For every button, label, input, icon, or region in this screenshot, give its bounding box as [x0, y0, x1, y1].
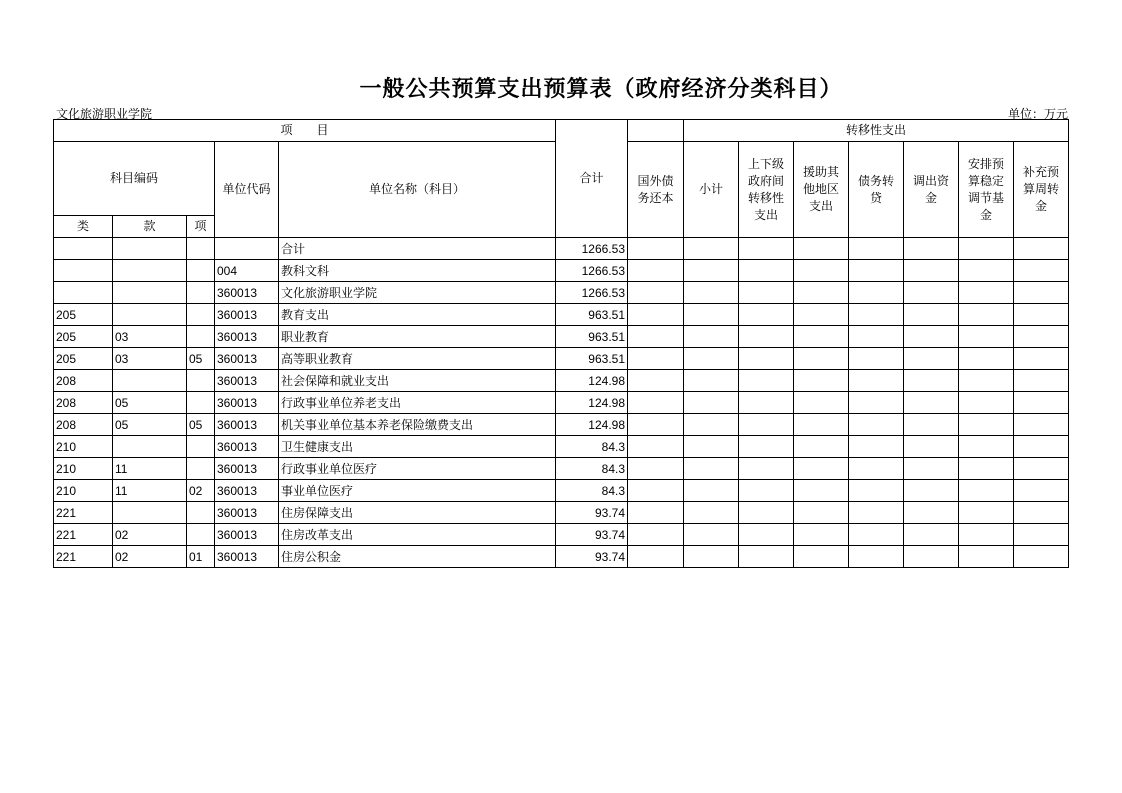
cell-empty [628, 458, 684, 480]
cell-unit-name: 住房改革支出 [279, 524, 556, 546]
cell-unit-code: 360013 [215, 282, 279, 304]
cell-empty [1014, 392, 1069, 414]
cell-empty [684, 414, 739, 436]
header-supplement: 补充预算周转金 [1014, 142, 1069, 238]
table-row [54, 370, 1069, 392]
cell-empty [959, 458, 1014, 480]
cell-unit-name: 职业教育 [279, 326, 556, 348]
cell-unit-name: 行政事业单位养老支出 [279, 392, 556, 414]
cell-empty [739, 546, 794, 568]
header-xiang: 项 [187, 216, 215, 238]
cell-total: 124.98 [556, 414, 628, 436]
cell-empty [794, 414, 849, 436]
cell-empty [739, 458, 794, 480]
cell-empty [959, 414, 1014, 436]
cell-empty [959, 304, 1014, 326]
cell-empty [628, 282, 684, 304]
cell-empty [959, 370, 1014, 392]
cell-empty [849, 524, 904, 546]
cell-empty [739, 260, 794, 282]
header-item: 项 目 [54, 120, 556, 142]
table-row [54, 414, 1069, 436]
cell-unit-code: 360013 [215, 370, 279, 392]
cell-empty [628, 304, 684, 326]
header-intergov: 上下级政府间转移性支出 [739, 142, 794, 238]
cell-empty [794, 304, 849, 326]
cell-empty [849, 326, 904, 348]
table-row [54, 260, 1069, 282]
cell-total: 963.51 [556, 348, 628, 370]
cell-empty [849, 502, 904, 524]
cell-empty [959, 524, 1014, 546]
cell-empty [794, 348, 849, 370]
cell-xiang: 02 [187, 480, 215, 502]
table-row [54, 326, 1069, 348]
cell-unit-name: 教科文科 [279, 260, 556, 282]
cell-unit-name: 机关事业单位基本养老保险缴费支出 [279, 414, 556, 436]
cell-empty [739, 348, 794, 370]
cell-unit-name: 教育支出 [279, 304, 556, 326]
cell-unit-name: 合计 [279, 238, 556, 260]
cell-empty [628, 546, 684, 568]
cell-empty [794, 480, 849, 502]
cell-empty [904, 238, 959, 260]
table-row [54, 502, 1069, 524]
table-row [54, 348, 1069, 370]
cell-total: 963.51 [556, 326, 628, 348]
header-foreign-debt: 国外债务还本 [628, 142, 684, 238]
cell-empty [684, 546, 739, 568]
cell-unit-code: 360013 [215, 436, 279, 458]
cell-empty [684, 238, 739, 260]
cell-lei [54, 260, 113, 282]
org-name: 文化旅游职业学院 [56, 107, 153, 121]
cell-xiang [187, 304, 215, 326]
cell-lei [54, 238, 113, 260]
cell-lei: 205 [54, 348, 113, 370]
cell-unit-code: 360013 [215, 392, 279, 414]
cell-unit-code: 360013 [215, 480, 279, 502]
cell-empty [684, 524, 739, 546]
budget-table [53, 119, 1069, 568]
cell-empty [628, 348, 684, 370]
table-row [54, 392, 1069, 414]
cell-lei: 205 [54, 304, 113, 326]
header-empty [628, 120, 684, 142]
cell-empty [628, 326, 684, 348]
header-unit-code: 单位代码 [215, 142, 279, 238]
cell-total: 124.98 [556, 370, 628, 392]
cell-empty [628, 502, 684, 524]
cell-empty [684, 480, 739, 502]
cell-empty [1014, 326, 1069, 348]
cell-empty [1014, 480, 1069, 502]
cell-empty [1014, 282, 1069, 304]
cell-empty [1014, 458, 1069, 480]
cell-lei: 210 [54, 480, 113, 502]
cell-empty [904, 458, 959, 480]
cell-lei: 208 [54, 370, 113, 392]
cell-empty [684, 348, 739, 370]
cell-empty [739, 436, 794, 458]
cell-empty [739, 304, 794, 326]
cell-kuan [113, 436, 187, 458]
cell-empty [794, 436, 849, 458]
cell-kuan: 02 [113, 546, 187, 568]
cell-empty [794, 546, 849, 568]
cell-empty [628, 370, 684, 392]
table-row [54, 458, 1069, 480]
cell-total: 1266.53 [556, 260, 628, 282]
header-aid: 援助其他地区支出 [794, 142, 849, 238]
cell-kuan [113, 282, 187, 304]
table-row [54, 238, 1069, 260]
cell-total: 1266.53 [556, 282, 628, 304]
cell-empty [849, 458, 904, 480]
cell-unit-code: 360013 [215, 348, 279, 370]
table-row [54, 304, 1069, 326]
cell-xiang: 05 [187, 348, 215, 370]
cell-lei: 208 [54, 414, 113, 436]
cell-empty [739, 370, 794, 392]
cell-lei: 221 [54, 546, 113, 568]
cell-empty [739, 502, 794, 524]
cell-empty [849, 238, 904, 260]
cell-empty [739, 238, 794, 260]
cell-empty [628, 260, 684, 282]
cell-unit-name: 文化旅游职业学院 [279, 282, 556, 304]
cell-empty [794, 458, 849, 480]
cell-empty [1014, 348, 1069, 370]
cell-kuan: 11 [113, 458, 187, 480]
cell-empty [794, 502, 849, 524]
header-subtotal: 小计 [684, 142, 739, 238]
cell-empty [684, 436, 739, 458]
cell-unit-code: 360013 [215, 546, 279, 568]
cell-lei: 210 [54, 436, 113, 458]
header-loan: 债务转贷 [849, 142, 904, 238]
cell-kuan: 11 [113, 480, 187, 502]
cell-xiang [187, 282, 215, 304]
cell-kuan: 05 [113, 392, 187, 414]
cell-empty [739, 480, 794, 502]
cell-empty [684, 326, 739, 348]
cell-empty [849, 348, 904, 370]
cell-empty [849, 392, 904, 414]
cell-kuan [113, 370, 187, 392]
cell-empty [904, 326, 959, 348]
cell-kuan: 03 [113, 348, 187, 370]
cell-empty [628, 436, 684, 458]
table-row [54, 524, 1069, 546]
cell-empty [904, 546, 959, 568]
cell-empty [904, 414, 959, 436]
header-unit-name: 单位名称（科目） [279, 142, 556, 238]
cell-empty [904, 436, 959, 458]
cell-kuan [113, 260, 187, 282]
cell-empty [794, 524, 849, 546]
cell-kuan: 03 [113, 326, 187, 348]
cell-empty [684, 502, 739, 524]
cell-empty [1014, 238, 1069, 260]
cell-empty [628, 480, 684, 502]
header-fund-transfer: 调出资金 [904, 142, 959, 238]
cell-empty [1014, 524, 1069, 546]
cell-empty [959, 502, 1014, 524]
cell-xiang [187, 392, 215, 414]
cell-empty [904, 260, 959, 282]
cell-empty [739, 282, 794, 304]
cell-empty [684, 260, 739, 282]
cell-unit-name: 高等职业教育 [279, 348, 556, 370]
cell-unit-code [215, 238, 279, 260]
cell-empty [684, 282, 739, 304]
cell-empty [849, 304, 904, 326]
cell-empty [904, 480, 959, 502]
cell-empty [684, 392, 739, 414]
cell-empty [1014, 502, 1069, 524]
cell-empty [739, 326, 794, 348]
cell-empty [959, 392, 1014, 414]
cell-xiang: 05 [187, 414, 215, 436]
cell-unit-code: 004 [215, 260, 279, 282]
header-kuan: 款 [113, 216, 187, 238]
cell-total: 124.98 [556, 392, 628, 414]
cell-unit-name: 住房公积金 [279, 546, 556, 568]
cell-unit-code: 360013 [215, 458, 279, 480]
cell-empty [904, 348, 959, 370]
cell-unit-name: 事业单位医疗 [279, 480, 556, 502]
cell-total: 93.74 [556, 546, 628, 568]
cell-empty [904, 392, 959, 414]
cell-empty [628, 524, 684, 546]
cell-empty [959, 348, 1014, 370]
cell-empty [684, 370, 739, 392]
cell-empty [959, 480, 1014, 502]
header-total: 合计 [556, 120, 628, 238]
table-row [54, 282, 1069, 304]
cell-unit-name: 行政事业单位医疗 [279, 458, 556, 480]
cell-empty [849, 414, 904, 436]
cell-empty [904, 370, 959, 392]
cell-empty [1014, 414, 1069, 436]
cell-total: 1266.53 [556, 238, 628, 260]
cell-empty [959, 260, 1014, 282]
cell-empty [794, 238, 849, 260]
cell-total: 84.3 [556, 458, 628, 480]
cell-xiang [187, 502, 215, 524]
cell-empty [849, 260, 904, 282]
cell-total: 93.74 [556, 502, 628, 524]
cell-empty [739, 392, 794, 414]
unit-label: 单位：万元 [1007, 107, 1068, 121]
cell-empty [1014, 546, 1069, 568]
cell-empty [684, 458, 739, 480]
cell-empty [849, 480, 904, 502]
cell-empty [849, 436, 904, 458]
cell-empty [794, 392, 849, 414]
cell-lei: 210 [54, 458, 113, 480]
cell-kuan [113, 304, 187, 326]
header-stabilization: 安排预算稳定调节基金 [959, 142, 1014, 238]
page-title: 一般公共预算支出预算表（政府经济分类科目） [359, 77, 843, 102]
cell-lei: 205 [54, 326, 113, 348]
cell-xiang [187, 524, 215, 546]
cell-lei: 221 [54, 524, 113, 546]
cell-lei: 208 [54, 392, 113, 414]
cell-unit-code: 360013 [215, 414, 279, 436]
cell-empty [849, 282, 904, 304]
cell-empty [904, 282, 959, 304]
header-transfer: 转移性支出 [684, 120, 1069, 142]
cell-kuan [113, 238, 187, 260]
cell-empty [959, 326, 1014, 348]
cell-empty [739, 414, 794, 436]
table-row [54, 436, 1069, 458]
cell-empty [959, 436, 1014, 458]
cell-empty [904, 524, 959, 546]
cell-empty [1014, 370, 1069, 392]
cell-empty [794, 370, 849, 392]
cell-empty [794, 282, 849, 304]
cell-empty [959, 546, 1014, 568]
cell-lei [54, 282, 113, 304]
cell-total: 963.51 [556, 304, 628, 326]
cell-xiang [187, 326, 215, 348]
cell-unit-name: 社会保障和就业支出 [279, 370, 556, 392]
cell-xiang [187, 458, 215, 480]
cell-total: 93.74 [556, 524, 628, 546]
cell-empty [628, 238, 684, 260]
cell-empty [739, 524, 794, 546]
cell-empty [794, 326, 849, 348]
cell-empty [1014, 260, 1069, 282]
header-subject-code: 科目编码 [54, 142, 215, 216]
cell-total: 84.3 [556, 480, 628, 502]
cell-empty [1014, 304, 1069, 326]
cell-empty [628, 414, 684, 436]
cell-empty [959, 238, 1014, 260]
cell-unit-name: 住房保障支出 [279, 502, 556, 524]
cell-xiang [187, 436, 215, 458]
cell-total: 84.3 [556, 436, 628, 458]
cell-xiang [187, 238, 215, 260]
cell-empty [904, 502, 959, 524]
cell-unit-code: 360013 [215, 326, 279, 348]
cell-xiang: 01 [187, 546, 215, 568]
cell-empty [849, 546, 904, 568]
cell-unit-code: 360013 [215, 304, 279, 326]
cell-lei: 221 [54, 502, 113, 524]
cell-empty [904, 304, 959, 326]
cell-empty [628, 392, 684, 414]
cell-empty [794, 260, 849, 282]
cell-xiang [187, 260, 215, 282]
cell-unit-name: 卫生健康支出 [279, 436, 556, 458]
cell-kuan: 02 [113, 524, 187, 546]
table-row [54, 480, 1069, 502]
cell-unit-code: 360013 [215, 524, 279, 546]
cell-empty [1014, 436, 1069, 458]
table-row [54, 546, 1069, 568]
header-lei: 类 [54, 216, 113, 238]
cell-xiang [187, 370, 215, 392]
cell-empty [849, 370, 904, 392]
cell-unit-code: 360013 [215, 502, 279, 524]
cell-kuan [113, 502, 187, 524]
cell-empty [959, 282, 1014, 304]
cell-empty [684, 304, 739, 326]
cell-kuan: 05 [113, 414, 187, 436]
